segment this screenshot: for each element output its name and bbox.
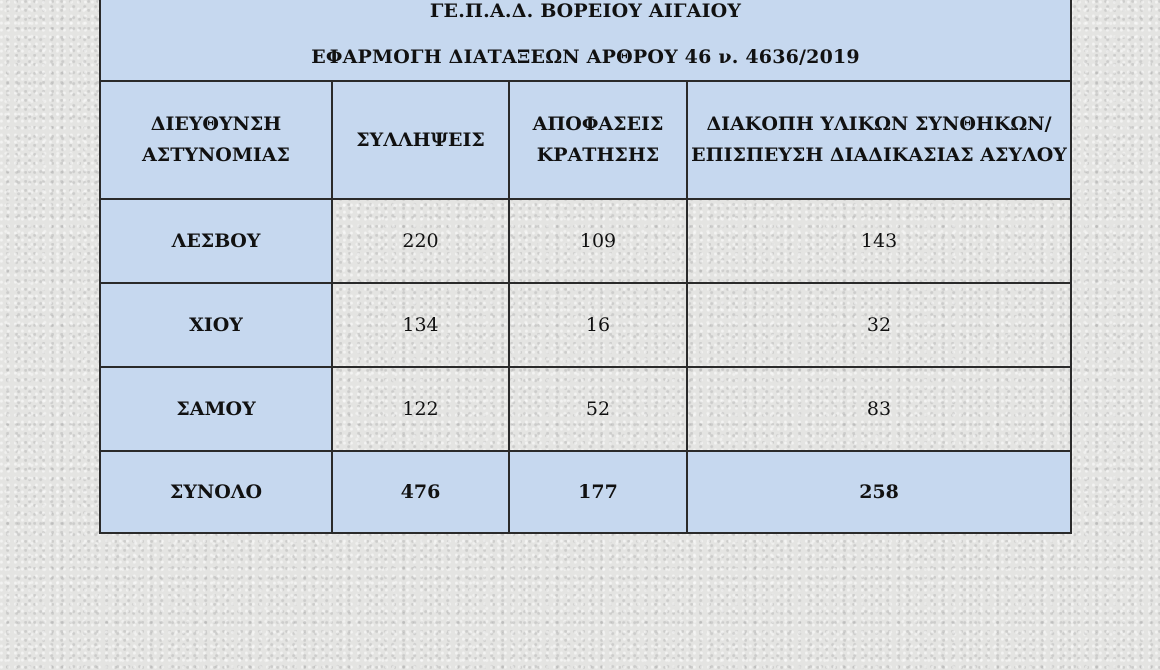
title-line-2: ΕΦΑΡΜΟΓΗ ΔΙΑΤΑΞΕΩΝ ΑΡΘΡΟΥ 46 ν. 4636/2019 [311,46,860,68]
table-row-lesvos [100,199,1071,283]
cell-suspension-total: 258 [687,451,1071,533]
table-row-samos [100,367,1071,451]
row-label-total: ΣΥΝΟΛΟ [100,451,332,533]
cell-arrests-lesvos: 220 [332,199,509,283]
column-header-suspension [687,81,1071,199]
cell-arrests-samos: 122 [332,367,509,451]
title-row [100,0,1071,81]
row-label-samos: ΣΑΜΟΥ [100,367,332,451]
cell-detentions-lesvos: 109 [509,199,687,283]
table-row-total [100,451,1071,533]
column-header-suspension-line1: ΔΙΑΚΟΠΗ ΥΛΙΚΩΝ ΣΥΝΘΗΚΩΝ/ [706,113,1052,135]
cell-suspension-lesvos: 143 [687,199,1071,283]
cell-detentions-total: 177 [509,451,687,533]
column-header-arrests-label: ΣΥΛΛΗΨΕΙΣ [356,128,485,151]
cell-arrests-total: 476 [332,451,509,533]
column-header-directorate [100,81,332,199]
row-label-chios: ΧΙΟΥ [100,283,332,367]
cell-suspension-chios: 32 [687,283,1071,367]
column-header-directorate-line2: ΑΣΤΥΝΟΜΙΑΣ [142,144,290,166]
column-header-detentions [509,81,687,199]
title-line-1: ΓΕ.Π.Α.Δ. ΒΟΡΕΙΟΥ ΑΙΓΑΙΟΥ [429,0,742,22]
cell-arrests-chios: 134 [332,283,509,367]
column-header-detentions-line1: ΑΠΟΦΑΣΕΙΣ [532,113,664,135]
column-header-detentions-line2: ΚΡΑΤΗΣΗΣ [536,144,660,166]
cell-detentions-samos: 52 [509,367,687,451]
cell-suspension-samos: 83 [687,367,1071,451]
column-header-suspension-line2: ΕΠΙΣΠΕΥΣΗ ΔΙΑΔΙΚΑΣΙΑΣ ΑΣΥΛΟΥ [691,144,1067,166]
column-header-arrests [332,81,509,199]
table-row-chios [100,283,1071,367]
header-row [100,81,1071,199]
row-label-lesvos: ΛΕΣΒΟΥ [100,199,332,283]
column-header-directorate-line1: ΔΙΕΥΘΥΝΣΗ [150,113,282,135]
cell-detentions-chios: 16 [509,283,687,367]
table-title [100,0,1071,81]
statistics-table [99,0,1072,534]
